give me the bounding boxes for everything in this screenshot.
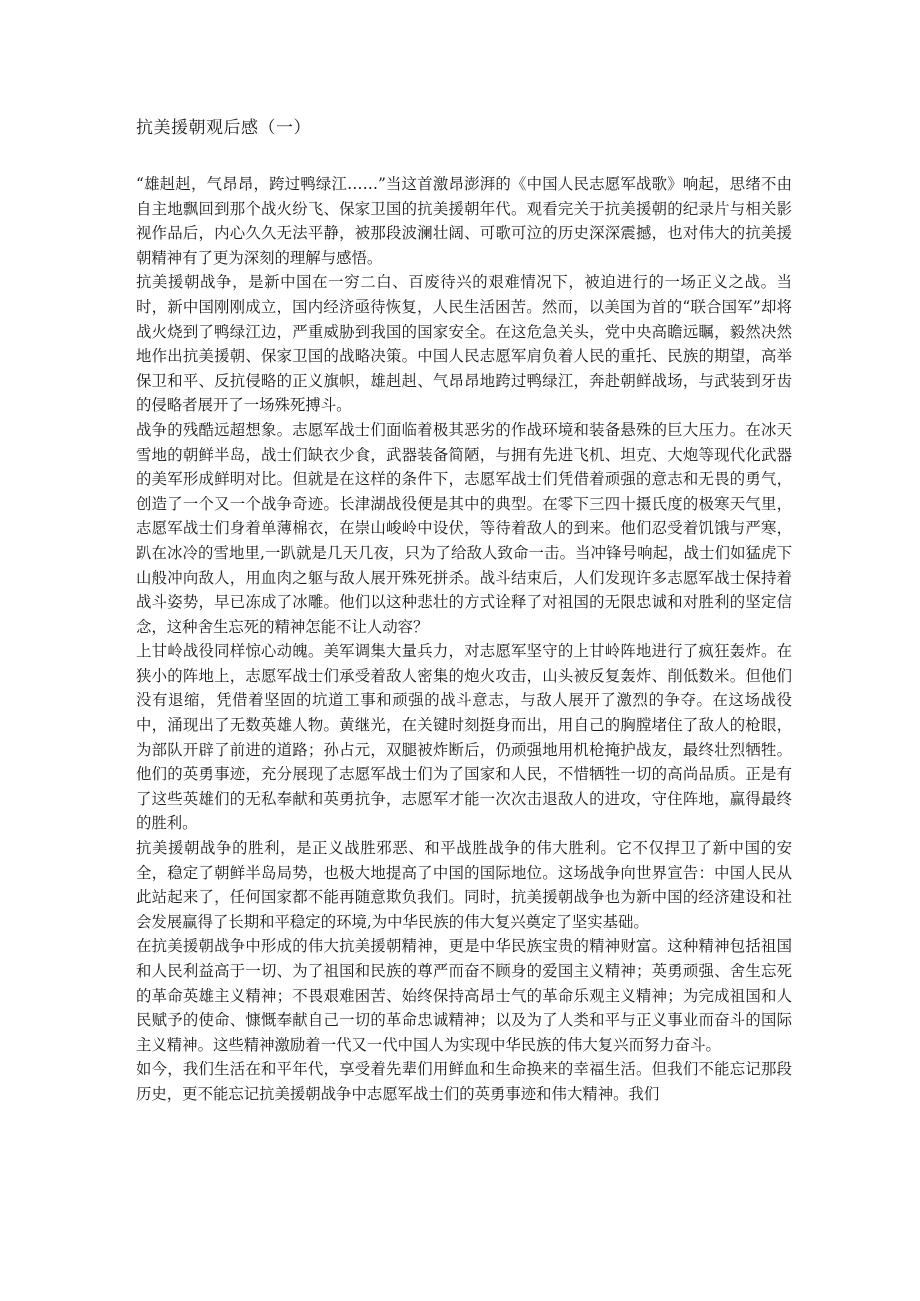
paragraph-changjin-lake: 战争的残酷远超想象。志愿军战士们面临着极其恶劣的作战环境和装备悬殊的巨大压力。在冰天雪地的朝鲜半岛，战士们缺衣少食，武器装备简陋，与拥有先进飞机、坦克、大炮等现代化武器的美军形成鲜明对比。但就是在这样的条件下，志愿军战士们凭借着顽强的意志和无畏的勇气，创造了一个又一个战争奇迹。长津湖战役便是其中的典型。在零下三四十摄氏度的极寒天气里，志愿军战士们身着单薄棉衣，在崇山峻岭中设伏，等待着敌人的到来。他们忍受着饥饿与严寒，趴在冰冷的雪地里,一趴就是几天几夜，只为了给敌人致命一击。当冲锋号响起，战士们如猛虎下山般冲向敌人，用血肉之躯与敌人展开殊死拼杀。战斗结束后，人们发现许多志愿军战士保持着战斗姿势，早已冻成了冰雕。他们以这种悲壮的方式诠释了对祖国的无限忠诚和对胜利的坚定信念，这种舍生忘死的精神怎能不让人动容？ (136, 420, 792, 636)
paragraph-today: 如今，我们生活在和平年代，享受着先辈们用鲜血和生命换来的幸福生活。但我们不能忘记那段历史，更不能忘记抗美援朝战争中志愿军战士们的英勇事迹和伟大精神。我们 (136, 1060, 792, 1103)
paragraph-victory: 抗美援朝战争的胜利，是正义战胜邪恶、和平战胜战争的伟大胜利。它不仅捍卫了新中国的安全，稳定了朝鲜半岛局势，也极大地提高了中国的国际地位。这场战争向世界宣告：中国人民从此站起来了，任何国家都不能再随意欺负我们。同时，抗美援朝战争也为新中国的经济建设和社会发展赢得了长期和平稳定的环境,为中华民族的伟大复兴奠定了坚实基础。 (136, 839, 792, 931)
paragraph-shangganling: 上甘岭战役同样惊心动魄。美军调集大量兵力，对志愿军坚守的上甘岭阵地进行了疯狂轰炸。在狭小的阵地上，志愿军战士们承受着敌人密集的炮火攻击，山头被反复轰炸、削低数米。但他们没有退缩，凭借着坚固的坑道工事和顽强的战斗意志，与敌人展开了激烈的争夺。在这场战役中，涌现出了无数英雄人物。黄继光，在关键时刻挺身而出，用自己的胸膛堵住了敌人的枪眼，为部队开辟了前进的道路；孙占元，双腿被炸断后，仍顽强地用机枪掩护战友，最终壮烈牺牲。他们的英勇事迹，充分展现了志愿军战士们为了国家和人民，不惜牺牲一切的高尚品质。正是有了这些英雄们的无私奉献和英勇抗争，志愿军才能一次次击退敌人的进攻，守住阵地，赢得最终的胜利。 (136, 642, 792, 833)
document-body (136, 172, 792, 1107)
paragraph-background: 抗美援朝战争，是新中国在一穷二白、百废待兴的艰难情况下，被迫进行的一场正义之战。当时，新中国刚刚成立，国内经济亟待恢复，人民生活困苦。然而，以美国为首的“联合国军”却将战火烧到了鸭绿江边，严重威胁到我国的国家安全。在这危急关头，党中央高瞻远瞩，毅然决然地作出抗美援朝、保家卫国的战略决策。中国人民志愿军肩负着人民的重托、民族的期望，高举保卫和平、反抗侵略的正义旗帜，雄赳赳、气昂昂地跨过鸭绿江，奔赴朝鲜战场，与武装到牙齿的侵略者展开了一场殊死搏斗。 (136, 273, 792, 415)
paragraph-intro: “雄赳赳，气昂昂，跨过鸭绿江……”当这首激昂澎湃的《中国人民志愿军战歌》响起，思绪不由自主地飘回到那个战火纷飞、保家卫国的抗美援朝年代。观看完关于抗美援朝的纪录片与相关影视作品后，内心久久无法平静，被那段波澜壮阔、可歌可泣的历史深深震撼，也对伟大的抗美援朝精神有了更为深刻的理解与感悟。 (136, 175, 792, 267)
document-title: 抗美援朝观后感（一） (136, 118, 311, 138)
paragraph-spirit: 在抗美援朝战争中形成的伟大抗美援朝精神，更是中华民族宝贵的精神财富。这种精神包括祖国和人民利益高于一切、为了祖国和民族的尊严而奋不顾身的爱国主义精神；英勇顽强、舍生忘死的革命英雄主义精神；不畏艰难困苦、始终保持高昂士气的革命乐观主义精神；为完成祖国和人民赋予的使命、慷慨奉献自己一切的革命忠诚精神；以及为了人类和平与正义事业而奋斗的国际主义精神。这些精神激励着一代又一代中国人为实现中华民族的伟大复兴而努力奋斗。 (136, 937, 792, 1054)
